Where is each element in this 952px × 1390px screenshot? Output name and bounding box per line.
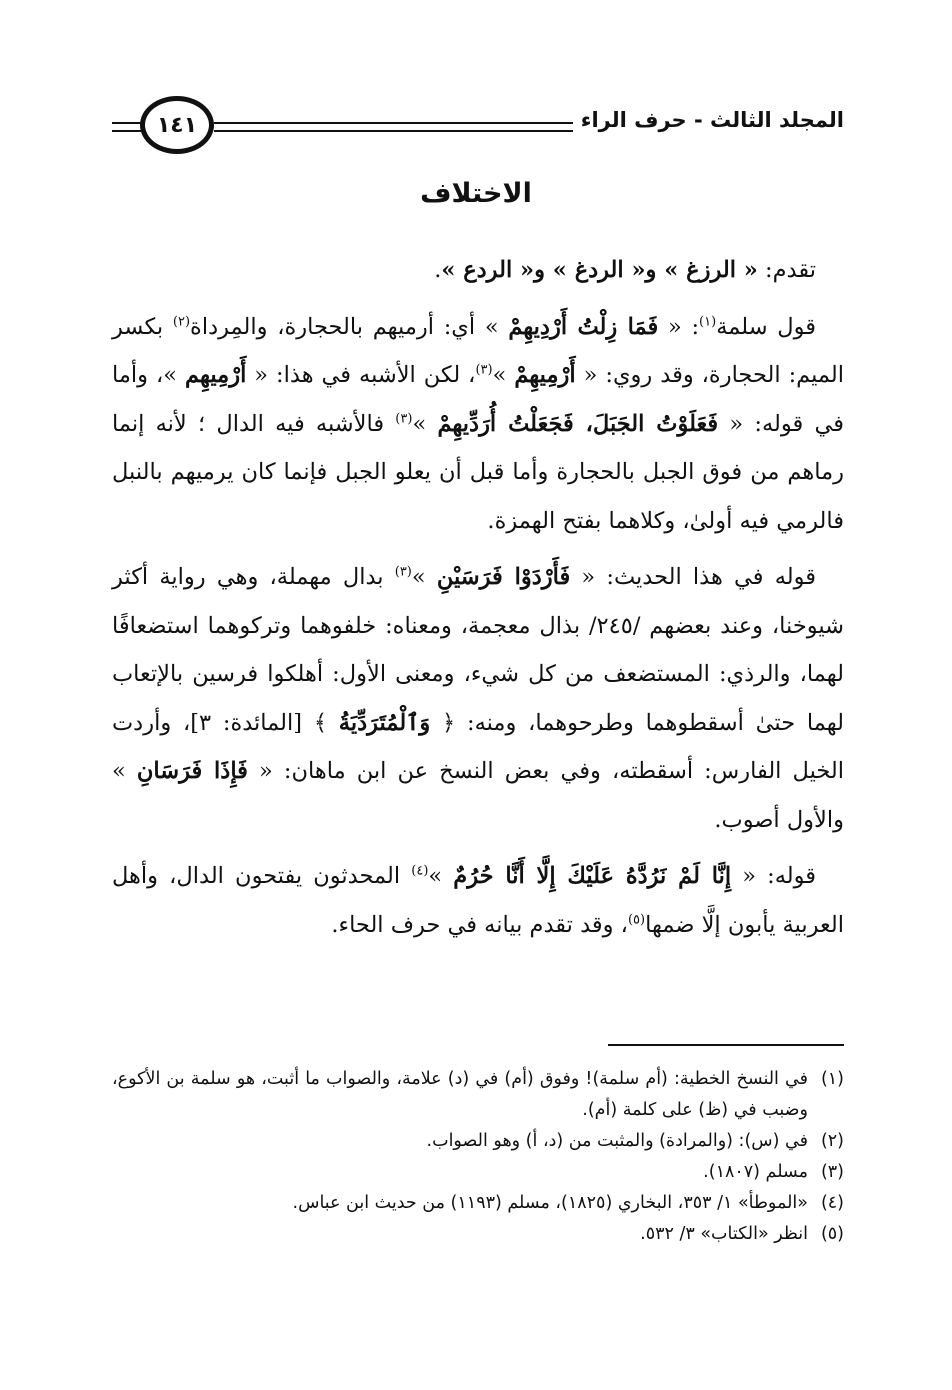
text-run: قول سلمة [716,313,816,340]
footnote-text: مسلم (١٨٠٧). [703,1162,808,1182]
footnote [112,1064,844,1126]
footnote [112,1219,844,1250]
footnote [112,1126,844,1157]
quoted-text: إِنَّا لَمْ نَرُدَّهُ عَلَيْكَ إِلَّا أَنَّا حُرُمٌ [453,863,732,889]
quoted-text: فَمَا زِلْتُ أَرْدِيهِمْ [508,313,659,340]
footnote-ref: (٥) [627,912,646,927]
text-run: ، وقد تقدم بيانه في حرف الحاء. [331,911,628,938]
text-run: » [428,863,454,889]
footnote-number: (١) [820,1069,844,1089]
footnote-number: (٤) [820,1193,844,1213]
footnote-separator [608,1044,844,1046]
footnote-text: في النسخ الخطية: (أم سلمة)! وفوق (أم) في (د) علامة، والصواب ما أثبت، هو سلمة بن الأكوع، وضبب في (ظ) على كلمة (أم). [112,1069,808,1120]
quoted-text: فَعَلَوْتُ الجَبَلَ، فَجَعَلْتُ أُرَدِّيهِمْ [437,410,719,437]
text-run: ﴾ [المائدة: ٣]، وأردت الخيل الفارس: أسقطته، وفي بعض النسخ عن ابن ماهان: « [112,709,844,784]
footnote-ref: (٢) [172,314,191,329]
paragraph [112,852,844,949]
text-run: » والأول أصوب. [112,758,844,833]
footnote-text: «الموطأ» ١/ ٣٥٣، البخاري (١٨٢٥)، مسلم (١١٩٣) من حديث ابن عباس. [292,1193,808,1213]
text-run: . [434,257,442,283]
text-run: قوله: « [731,863,816,889]
footnote-number: (٢) [820,1131,844,1151]
paragraph [112,553,844,844]
quoted-text: وَٱلْمُتَرَدِّيَةُ [338,709,431,736]
footnote [112,1157,844,1188]
quoted-text: فَأَرْدَوْا فَرَسَيْنِ [436,564,571,590]
text-run: بكسر الميم: الحجارة، وقد روي: « [112,313,845,388]
footnote-ref: (٣) [394,564,412,580]
running-header-title: المجلد الثالث - حرف الراء [573,108,844,132]
text-run: قوله في هذا الحديث: « [570,564,817,590]
text-run: » [492,362,515,388]
paragraph [112,246,844,295]
footnote [112,1188,844,1219]
text-run: تقدم: [757,257,816,283]
footnote-ref: (١) [699,314,717,329]
quoted-text: أَرْمِيهِمْ [514,362,576,388]
footnote-number: (٣) [820,1162,844,1182]
quoted-text: « الرزغ » و« الردغ » و« الردع » [441,257,758,283]
footnote-number: (٥) [820,1224,844,1244]
quoted-text: فَإِذَا فَرَسَانِ [136,758,248,784]
text-run: فالأشبه فيه الدال ؛ لأنه إنما رماهم من فوق الجبل بالحجارة وأما قبل أن يعلو الجبل فإنما كان يرميهم بالنبل فالرمي فيه أولىٰ، وكلاهما بفتح الهمزة. [112,410,844,534]
header-rule-left-top [112,122,142,124]
text-run: بدال مهملة، وهي رواية أكثر شيوخنا، وعند بعضهم /٢٤٥/ بذال معجمة، ومعناه: خلفوهما وتركوهما استضعافًا لهما، والرذي: المستضعف من كل شيء، ومعنى الأول: أهلكوا فرسين بالإتعاب لهما حتىٰ أسقطوهما وطرحوهما، ومنه: ﴿ [112,564,844,736]
footnote-text: انظر «الكتاب» ٣/ ٥٣٢. [640,1224,808,1244]
header-rule-left-bottom [112,130,142,132]
section-title: الاختلاف [420,178,532,209]
footnote-text: في (س): (والمرادة) والمثبت من (د، أ) وهو الصواب. [426,1131,808,1151]
paragraph [112,303,844,546]
quoted-text: أَرْمِيهِم [185,362,247,388]
page-number: ١٤١ [156,112,198,138]
page-number-badge [140,96,214,154]
footnotes [112,1064,844,1250]
text-run: » [412,410,438,437]
footnote-ref: (٣) [475,362,493,378]
footnote-ref: (٤) [411,863,429,879]
text-run: » [411,564,437,590]
text-run: المحدثون يفتحون الدال، وأهل العربية يأبون إلَّا ضمها [112,863,844,938]
text-run: »، وأما في قوله: « [112,362,844,437]
text-run: : « [658,313,700,340]
text-run: ، لكن الأشبه في هذا: « [246,362,476,388]
footnote-ref: (٣) [395,411,413,426]
text-run: » أي: أرميهم بالحجارة، والمِرداة [190,313,509,340]
main-text [112,246,844,949]
